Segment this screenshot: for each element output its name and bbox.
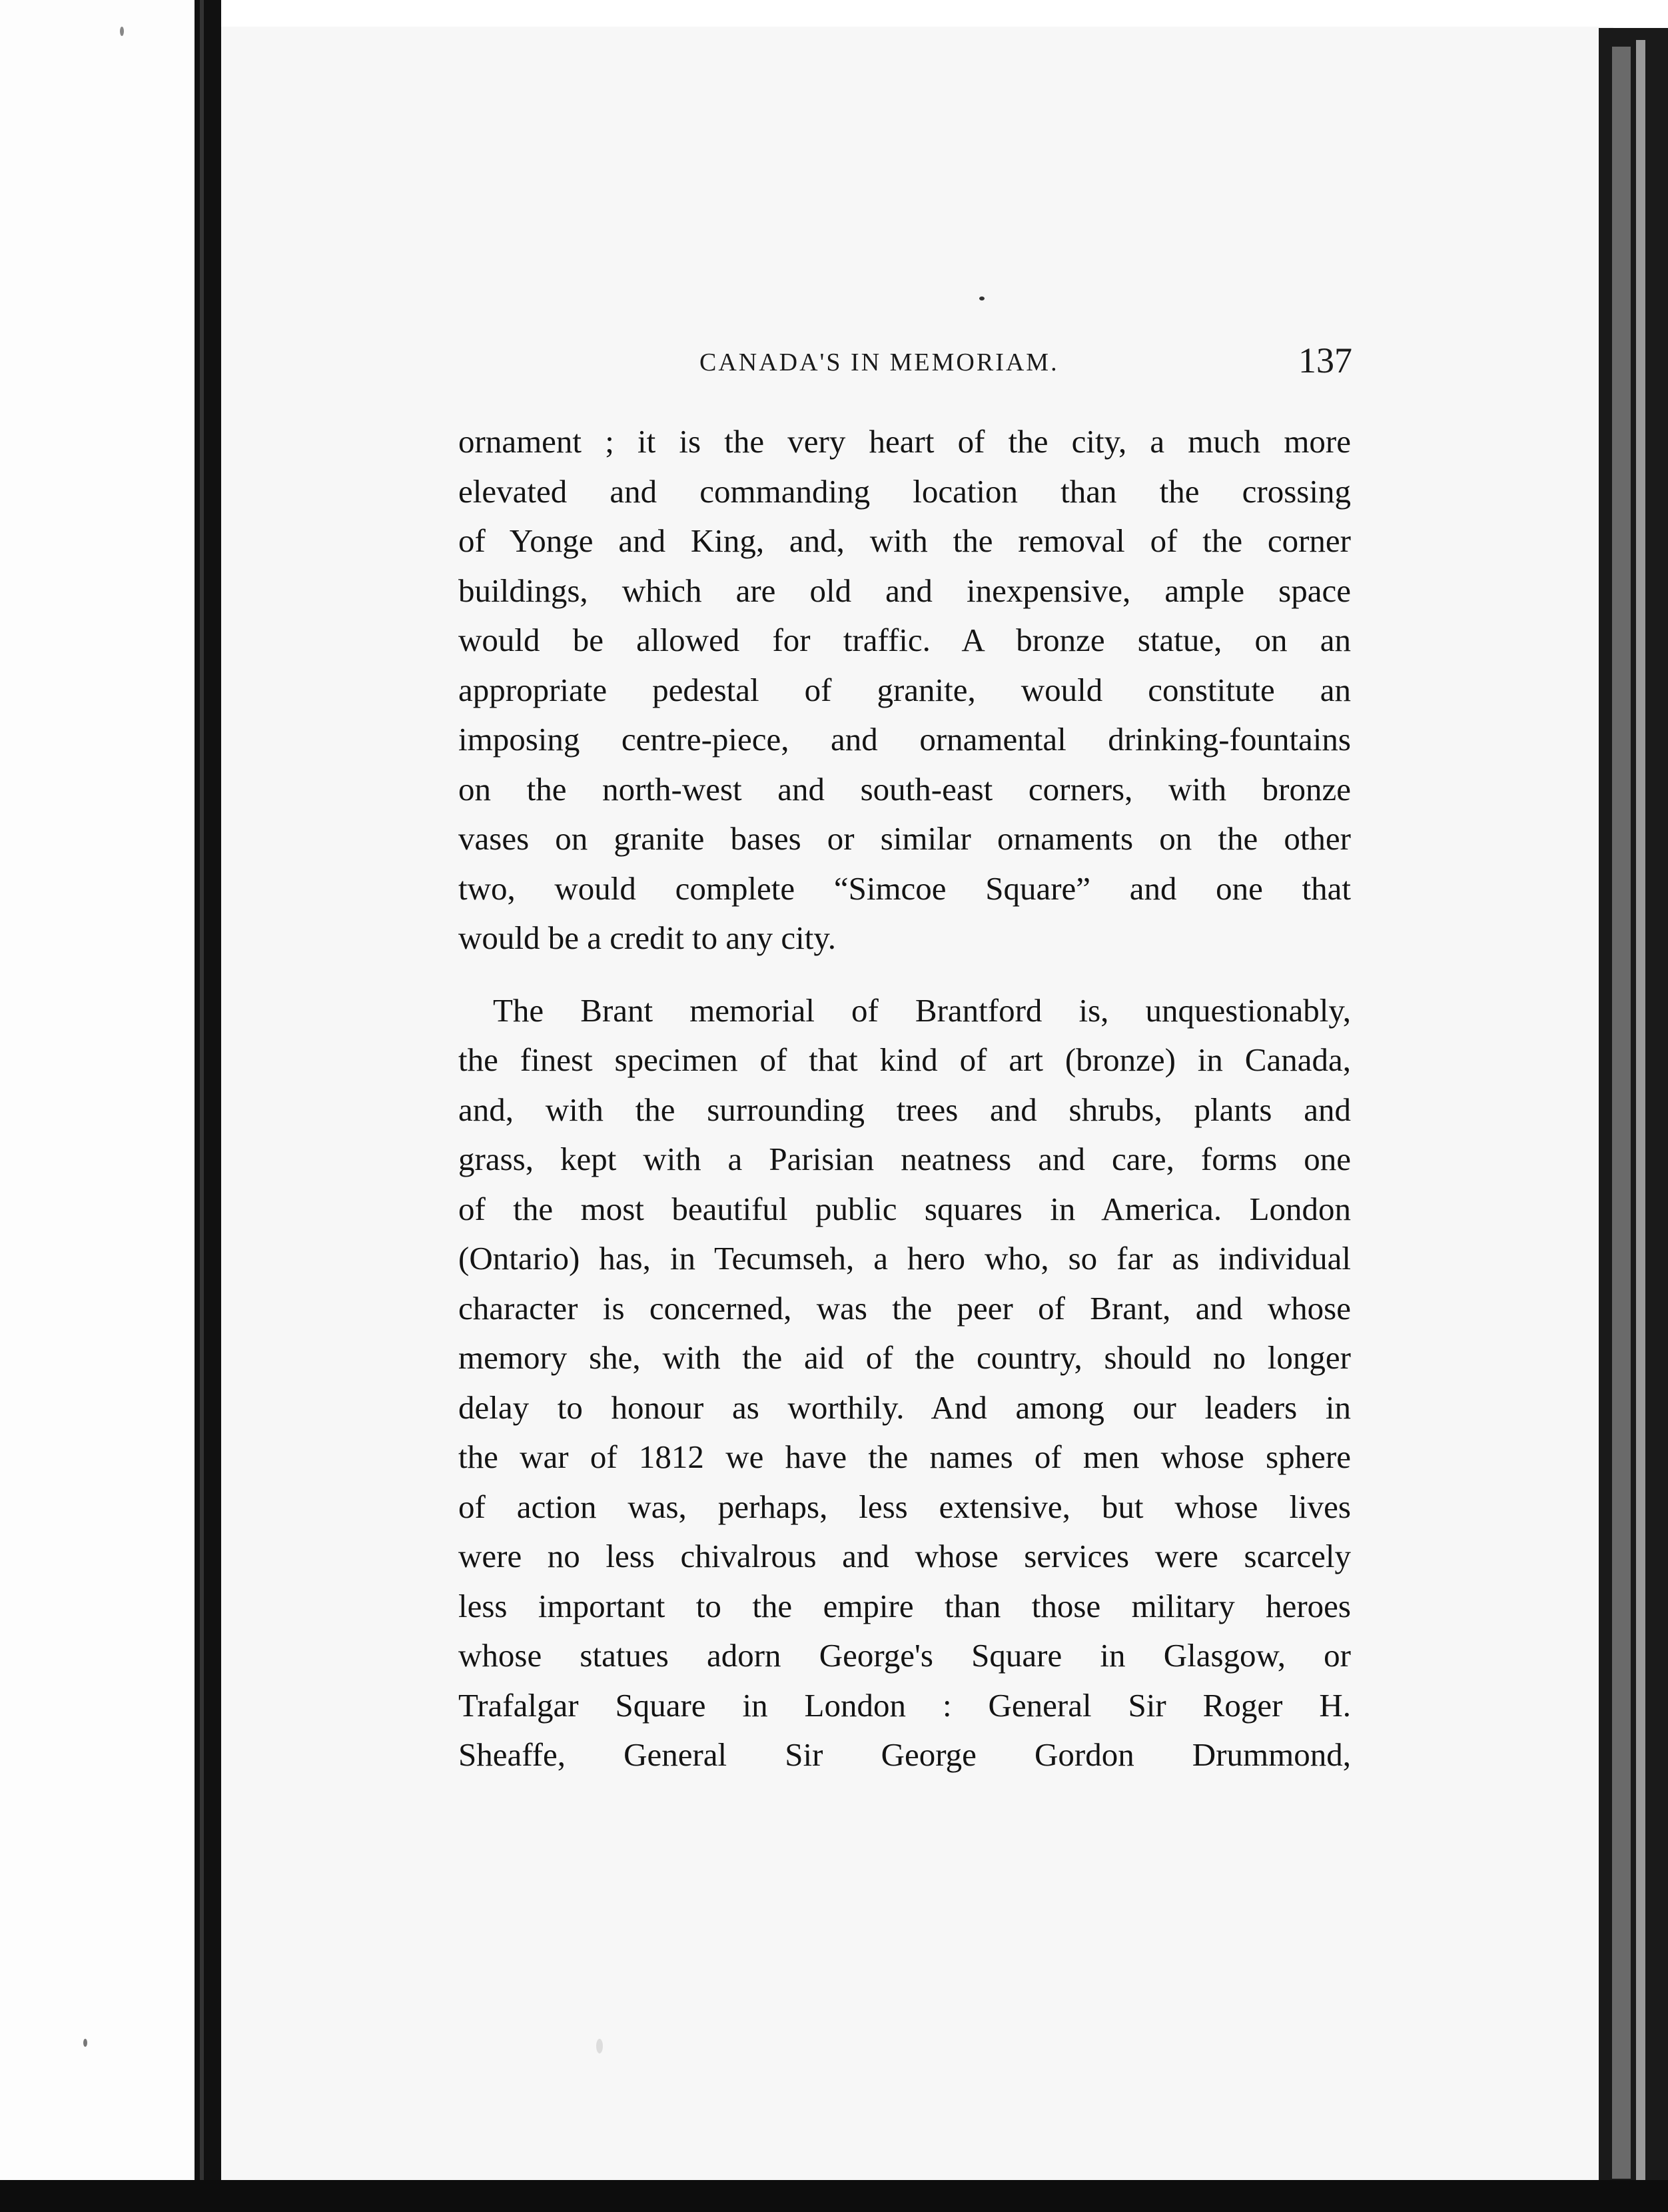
text-line: (Ontario) has, in Tecumseh, a hero who, so far as individual [458, 1240, 1351, 1277]
binding-gutter-line [200, 0, 204, 2212]
paragraph [458, 986, 1351, 1780]
text-line: Trafalgar Square in London : General Sir Roger H. [458, 1686, 1351, 1724]
binding-gutter [195, 0, 221, 2212]
text-line: would be allowed for traffic. A bronze statue, on an [458, 622, 1351, 658]
dust-speck [979, 296, 985, 300]
facing-page-edge [0, 0, 195, 2212]
text-line: grass, kept with a Parisian neatness and care, forms one [458, 1141, 1351, 1177]
text-line: and, with the surrounding trees and shrubs, plants and [458, 1091, 1351, 1128]
dust-speck [596, 2039, 603, 2053]
text-line: memory she, with the aid of the country, should no longer [458, 1339, 1351, 1376]
paragraph-gap [458, 963, 1351, 986]
body-text [458, 417, 1351, 1780]
text-line: appropriate pedestal of granite, would constitute an [458, 671, 1351, 708]
text-line: imposing centre-piece, and ornamental drinking-fountains [458, 721, 1351, 758]
running-title: CANADA'S IN MEMORIAM. [699, 348, 1059, 376]
dust-speck [120, 27, 124, 36]
text-line: whose statues adorn George's Square in Glasgow, or [458, 1637, 1351, 1674]
text-line: The Brant memorial of Brantford is, unquestionably, [493, 991, 1351, 1029]
text-line: Sheaffe, General Sir George Gordon Drummond, [458, 1736, 1351, 1773]
text-line: vases on granite bases or similar ornaments on the other [458, 820, 1351, 857]
right-page-edge-stack [1612, 47, 1631, 2179]
text-line: elevated and commanding location than the crossing [458, 472, 1351, 510]
text-line: were no less chivalrous and whose services were scarcely [458, 1538, 1351, 1574]
text-line: buildings, which are old and inexpensive, ample space [458, 572, 1351, 609]
text-line: two, would complete “Simcoe Square” and one that [458, 869, 1351, 907]
paragraph [458, 417, 1351, 963]
text-line: character is concerned, was the peer of Brant, and whose [458, 1289, 1351, 1327]
text-line: less important to the empire than those military heroes [458, 1587, 1351, 1624]
text-line: delay to honour as worthily. And among our leaders in [458, 1388, 1351, 1426]
right-page-edge [1599, 28, 1668, 2212]
bottom-page-edge [0, 2180, 1668, 2212]
dust-speck [83, 2039, 87, 2047]
text-line: would be a credit to any city. [458, 919, 836, 956]
page-number: 137 [1298, 340, 1352, 380]
text-line: the finest specimen of that kind of art (bronze) in Canada, [458, 1041, 1351, 1078]
text-line: ornament ; it is the very heart of the city, a much more [458, 423, 1351, 460]
text-line: of the most beautiful public squares in America. London [458, 1190, 1351, 1227]
text-line: on the north-west and south-east corners, with bronze [458, 770, 1351, 808]
text-line: of Yonge and King, and, with the removal of the corner [458, 522, 1351, 559]
text-line: of action was, perhaps, less extensive, but whose lives [458, 1488, 1351, 1525]
text-line: the war of 1812 we have the names of men whose sphere [458, 1438, 1351, 1475]
running-header [460, 340, 1352, 393]
right-page-edge-highlight [1636, 40, 1645, 2192]
